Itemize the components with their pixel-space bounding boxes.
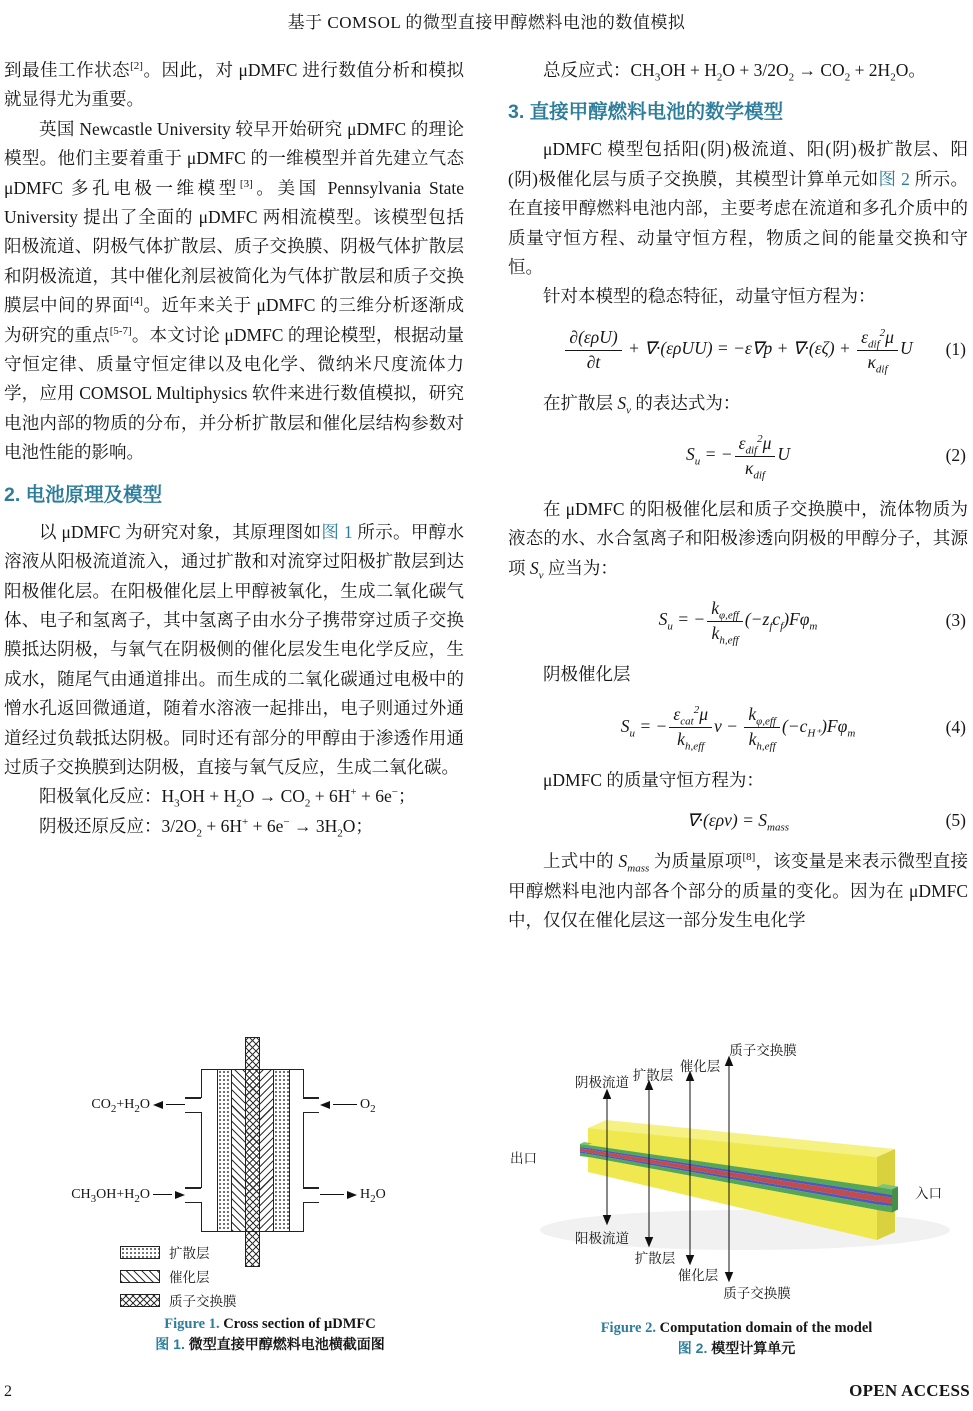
anode-reaction-line: 阳极氧化反应：$H_3OH + H_2O \to CO_2 + 6H^+ + 6e^-$； — [39, 786, 416, 810]
paragraph-smass: 上式中的 $S_{mass}$ 为质量原项[8]，该变量是来表示微型直接甲醇燃料电池内部各个部分的质量的变化。因为在 μDMFC 中，仅仅在催化层这一部分发生电化学 — [508, 851, 969, 930]
text-segment: 所示。在直接甲醇燃料电池内部，主要考虑在流道和多孔介质中的质量守恒方程、动量守恒方程，物质之间的能量交换和守恒。 — [508, 168, 969, 278]
equation-body — [685, 433, 791, 482]
caption-text: Computation domain of the model — [659, 1320, 873, 1336]
right-column — [508, 56, 968, 935]
diffusion-layer-left — [217, 1070, 232, 1231]
legend-item — [120, 1242, 237, 1262]
channel-tab — [185, 1097, 201, 1099]
fraction — [857, 327, 898, 374]
text-segment: 以 μDMFC 为研究对象，其原理图如 — [39, 521, 322, 542]
equation-2 — [508, 433, 968, 480]
equation-number: (4) — [945, 716, 966, 737]
label-membrane-top: 质子交换膜 — [729, 1043, 797, 1058]
figure-2-caption-en — [500, 1320, 973, 1337]
membrane-strip-bottom — [245, 1230, 260, 1267]
fraction-denominator: $\kappa_{dif}$ — [867, 351, 888, 376]
paragraph-momentum: 针对本模型的稳态特征，动量守恒方程为： — [543, 286, 876, 307]
caption-text: 模型计算单元 — [711, 1340, 796, 1356]
flow-line — [166, 1104, 185, 1106]
caption-text: 微型直接甲醇燃料电池横截面图 — [188, 1336, 385, 1352]
label-diffusion-top: 扩散层 — [632, 1068, 674, 1083]
fraction-denominator: $k_{h,eff}$ — [748, 729, 776, 753]
fraction — [565, 327, 621, 374]
label-outlet: 出口 — [510, 1151, 537, 1166]
equation-number: (3) — [945, 610, 966, 631]
arrow-left-icon — [320, 1101, 330, 1109]
label-cathode-channel: 阴极流道 — [575, 1075, 629, 1090]
equation-body — [686, 810, 790, 834]
equation-number: (2) — [945, 445, 966, 466]
figure-1-legend — [120, 1242, 237, 1314]
caption-label: 图 1. — [155, 1336, 185, 1352]
equation-term: $\nabla\cdot(\varepsilon\rho v) = S_{mass}$ — [686, 810, 790, 834]
equation-body — [563, 326, 913, 376]
equation-term: $S_u$ = − — [658, 609, 706, 633]
section-heading-3: 3. 直接甲醇燃料电池的数学模型 — [508, 101, 784, 124]
channel-tab — [303, 1202, 319, 1204]
figure-2-caption-zh — [500, 1338, 973, 1358]
arrow-right-icon — [347, 1191, 357, 1199]
fraction-denominator: ∂t — [586, 351, 601, 372]
label-diffusion-bottom: 扩散层 — [634, 1251, 676, 1266]
equation-term: U — [777, 444, 791, 465]
legend-item — [120, 1290, 237, 1310]
fraction-numerator: $\varepsilon_{dif}^2\mu$ — [857, 327, 898, 351]
text-segment: 所示。甲醇水溶液从阳极流道流入，通过扩散和对流穿过阳极扩散层到达阳极催化层。在阳极催化层上甲醇被氧化，生成二氧化碳气体、电子和氢离子，其中氢离子由水分子携带穿过质子交换膜抵达阴极，与氧气在阴极侧的催化层发生电化学反应，生成水，随尾气由通道排出。而生成的二氧化碳通过电极中的憎水孔返回微通道，随着水溶液一起排出，电子则通过外通道经过负载抵达阴极。同时还有部分的甲醇由于渗透作用通过质子交换膜到达阴极，直接与氧气反应，生成二氧化碳。 — [4, 521, 465, 777]
running-head: 基于 COMSOL 的微型直接甲醇燃料电池的数值模拟 — [287, 13, 686, 32]
equation-body — [620, 704, 856, 753]
legend-label: 催化层 — [169, 1270, 210, 1285]
figure-1-caption-zh — [60, 1334, 480, 1354]
paragraph-catalyst: 在 μDMFC 的阳极催化层和质子交换膜中，流体物质为液态的水、水合氢离子和阳极渗透向阴极的甲醇分子，其源项 $S_v$ 应当为： — [508, 498, 968, 582]
fraction — [669, 704, 712, 751]
caption-label: 图 2. — [677, 1340, 708, 1356]
equation-5 — [508, 810, 968, 832]
equation-3 — [508, 598, 968, 645]
flow-line — [320, 1194, 344, 1196]
fraction-denominator: $\kappa_{dif}$ — [744, 457, 765, 482]
equation-term: $S_u$ = − — [685, 444, 733, 468]
arrow-up-icon — [604, 1090, 611, 1099]
arrow-right-icon — [175, 1191, 185, 1199]
flow-methanol-in — [71, 1186, 185, 1205]
catalyst-layer-right — [259, 1070, 274, 1231]
equation-term: $(-z_fc_f)F\varphi_m$ — [744, 609, 818, 633]
caption-label: Figure 1. — [164, 1316, 220, 1332]
flow-label: $O_2$ — [360, 1096, 376, 1115]
text-segment: μDMFC 模型包括阳(阴)极流道、阳(阴)极扩散层、阳(阴)极催化层与质子交换膜，其模型计算单元如 — [508, 139, 968, 189]
fraction-denominator: $k_{h,eff}$ — [677, 729, 705, 753]
cathode-reaction-line: 阴极还原反应：$3/2O_2 + 6H^+ + 6e^- \to 3H_2O$； — [39, 815, 373, 840]
caption-label: Figure 2. — [600, 1320, 656, 1336]
fraction — [707, 598, 743, 645]
catalyst-layer-left — [231, 1070, 246, 1231]
flow-label: $H_2O$ — [360, 1186, 386, 1205]
equation-body — [658, 597, 818, 647]
flow-label: $CH_3OH+H_2O$ — [71, 1186, 150, 1205]
flow-line — [153, 1194, 172, 1196]
flow-label: $CO_2+H_2O$ — [91, 1096, 150, 1115]
fraction-numerator: $\varepsilon_{dif}^2\mu$ — [735, 433, 776, 457]
figure-ref-link[interactable]: 图 2 — [878, 168, 910, 189]
equation-term: v − — [714, 715, 743, 736]
right-channel-opening-top — [301, 1098, 305, 1112]
diffusion-layer-swatch — [120, 1246, 160, 1259]
flow-h2o-out — [320, 1186, 386, 1205]
equation-4 — [508, 704, 968, 751]
fraction — [735, 433, 776, 480]
channel-tab — [185, 1202, 201, 1204]
page-number: 2 — [4, 1383, 12, 1400]
cathode-catalyst-label: 阴极催化层 — [543, 663, 631, 684]
arrow-down-icon — [726, 1273, 733, 1282]
channel-tab — [185, 1112, 201, 1114]
figure-2 — [500, 1035, 973, 1365]
membrane-swatch — [120, 1294, 160, 1307]
catalyst-layer-swatch — [120, 1270, 160, 1283]
flow-co2-h2o-out — [91, 1096, 185, 1115]
channel-tab — [303, 1097, 319, 1099]
channel-tab — [303, 1187, 319, 1189]
cell-body — [201, 1069, 304, 1232]
paragraph-model — [508, 135, 968, 282]
diffusion-layer-right — [273, 1070, 290, 1231]
legend-label: 扩散层 — [169, 1246, 210, 1261]
figure-1-caption-en — [60, 1316, 480, 1333]
arrow-left-icon — [153, 1101, 163, 1109]
open-access-label: OPEN ACCESS — [849, 1381, 970, 1400]
channel-tab — [185, 1187, 201, 1189]
equation-term: U — [899, 338, 913, 359]
fraction-numerator: $k_{\varphi,eff}$ — [744, 704, 780, 728]
paragraph-mass: μDMFC 的质量守恒方程为： — [543, 769, 764, 790]
paragraph-principle — [4, 518, 464, 783]
label-catalyst-bottom: 催化层 — [677, 1268, 719, 1283]
equation-1 — [508, 327, 968, 374]
section-heading-2: 2. 电池原理及模型 — [4, 483, 163, 506]
fraction-numerator: $k_{\varphi,eff}$ — [707, 598, 743, 622]
channel-tab — [303, 1112, 319, 1114]
label-membrane-bottom: 质子交换膜 — [723, 1286, 791, 1301]
paragraph-sv: 在扩散层 $S_v$ 的表达式为： — [543, 392, 741, 417]
fraction — [744, 704, 780, 751]
flow-line — [333, 1104, 357, 1106]
computation-domain-3d — [500, 1035, 973, 1305]
equation-term: + ∇·(ερUU) = −ε∇p + ∇·(εζ) + — [623, 338, 856, 359]
equation-number: (1) — [945, 339, 966, 360]
equation-term: $S_u$ = − — [620, 715, 668, 740]
figure-ref-link[interactable]: 图 1 — [321, 521, 353, 542]
fraction-numerator: ∂(ερU) — [565, 327, 621, 351]
equation-number: (5) — [945, 810, 966, 831]
paragraph-continued: 到最佳工作状态[2]。因此，对 μDMFC 进行数值分析和模拟就显得尤为重要。 — [4, 60, 464, 110]
fraction-numerator: $\varepsilon_{cat}^2\mu$ — [669, 704, 712, 728]
proton-exchange-membrane — [245, 1070, 260, 1231]
caption-text: Cross section of μDMFC — [223, 1316, 376, 1332]
flow-o2-in — [320, 1096, 376, 1115]
arrow-down-icon — [687, 1256, 694, 1265]
figure-1 — [60, 1035, 480, 1365]
right-channel-opening-bottom — [301, 1188, 305, 1202]
legend-label: 质子交换膜 — [169, 1294, 237, 1309]
label-catalyst-top: 催化层 — [679, 1059, 721, 1074]
label-inlet: 入口 — [915, 1186, 942, 1201]
membrane-strip-top — [245, 1037, 260, 1071]
paragraph-intro: 英国 Newcastle University 较早开始研究 μDMFC 的理论模型。他们主要着重于 μDMFC 的一维模型并首先建立气态 μDMFC 多孔电极一维模型[3]。美国 Pennsylvania State University 提出了全面的 μDMFC 两相流模型。该模型包括阳极流道、阴极气体扩散层、质子交换膜、阴极气体扩散层和阴极流道，其中催化剂层被简化为气体扩散层和质子交换膜层中间的界面[4]。近年来关于 μDMFC 的三维分析逐渐成为研究的重点[5-7]。本文讨论 μDMFC 的理论模型，根据动量守恒定律、质量守恒定律以及电化学、微纳米尺度流体力学，应用 COMSOL Multiphysics 软件来进行数值模拟，研究电池内部的物质的分布，并分析扩散层和催化层结构参数对电池性能的影响。 — [4, 118, 464, 463]
fraction-denominator: $k_{h,eff}$ — [711, 622, 739, 647]
left-channel-opening-bottom — [199, 1188, 203, 1202]
left-column — [4, 56, 464, 841]
equation-term: $(-c_{H^+})F\varphi_m$ — [781, 715, 856, 740]
legend-item — [120, 1266, 237, 1286]
overall-reaction-line: 总反应式：$CH_3OH + H_2O + 3/2O_2 \to CO_2 + 2H_2O$。 — [543, 60, 926, 84]
label-anode-channel: 阳极流道 — [575, 1231, 629, 1246]
left-channel-opening-top — [199, 1098, 203, 1112]
